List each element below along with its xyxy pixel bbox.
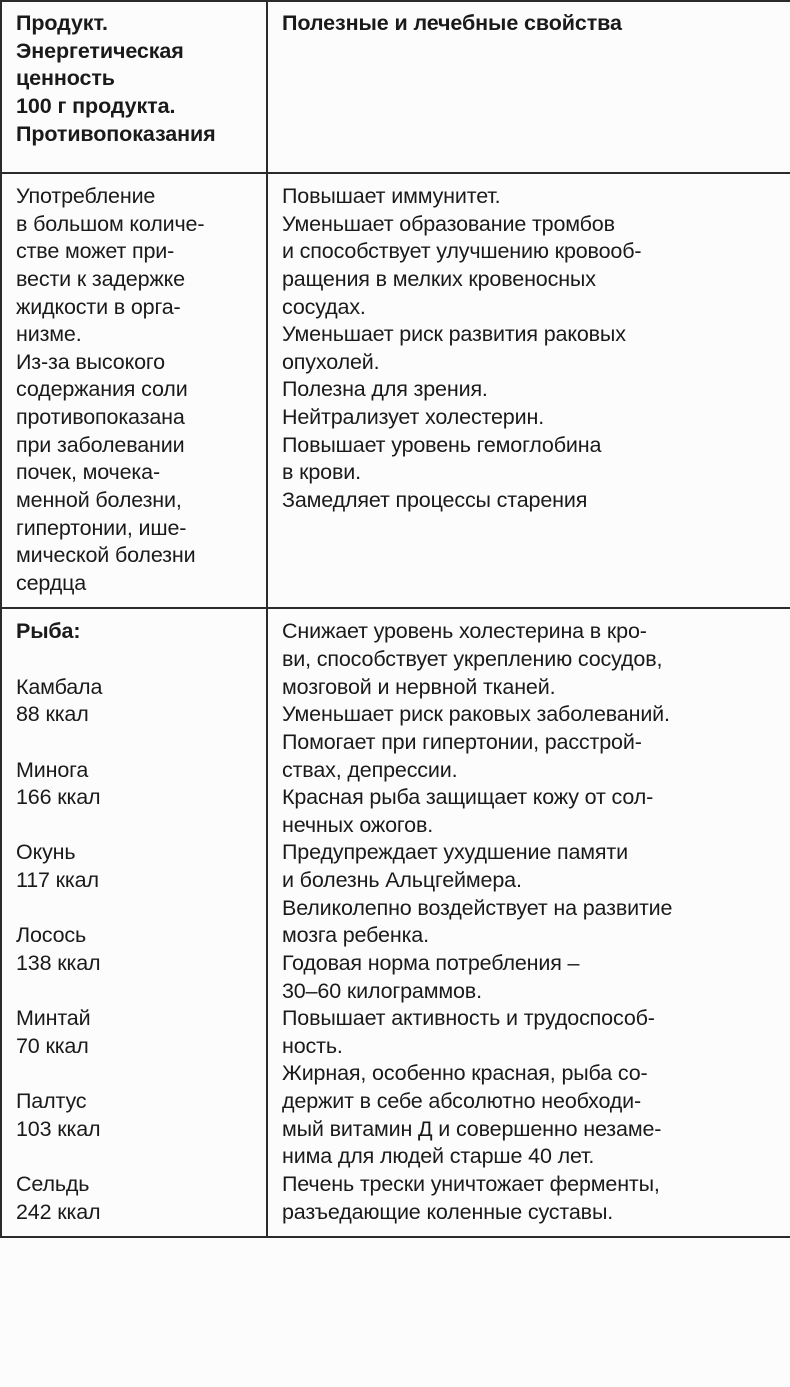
text-line: нечных ожогов. [282, 812, 434, 837]
text-line: ращения в мелких кровеносных [282, 266, 596, 291]
header-line: Противопоказания [16, 121, 216, 146]
text-line: Повышает уровень гемоглобина [282, 432, 602, 457]
text-line: при заболевании [16, 432, 185, 457]
text-line: стве может при- [16, 239, 175, 264]
text-line: низме. [16, 322, 82, 347]
fish-name: Окунь [16, 840, 76, 865]
text-line: Нейтрализует холестерин. [282, 405, 545, 429]
text-line: Годовая норма потребления – [282, 950, 580, 975]
fish-energy: 117 ккал [16, 868, 99, 892]
text-line: Красная рыба защищает кожу от сол- [282, 785, 654, 810]
text-line: Из-за высокого [16, 349, 165, 374]
text-line: 30–60 килограммов. [282, 978, 482, 1003]
table-header-row [1, 1, 790, 173]
table-row [1, 173, 790, 608]
text-line: менной болезни, [16, 487, 182, 512]
text-line: Замедляет процессы старения [282, 487, 588, 512]
fish-name: Лосось [16, 923, 87, 948]
text-line: ность. [282, 1033, 343, 1058]
text-line: Употребление [16, 184, 156, 208]
fish-category-title: Рыба: [16, 619, 81, 644]
text-line: нима для людей старше 40 лет. [282, 1144, 595, 1169]
text-line: и болезнь Альцгеймера. [282, 868, 522, 892]
cell-properties-general [267, 173, 790, 608]
text-line: Повышает иммунитет. [282, 184, 501, 208]
text-line: Помогает при гипертонии, расстрой- [282, 729, 642, 754]
text-line: разъедающие коленные суставы. [282, 1199, 614, 1224]
fish-name: Палтус [16, 1089, 87, 1113]
fish-name: Минтай [16, 1006, 91, 1031]
text-line: жидкости в орга- [16, 294, 181, 319]
text-line: мической болезни [16, 543, 196, 568]
header-line: Продукт. [16, 11, 108, 35]
fish-name: Сельдь [16, 1171, 90, 1196]
fish-energy: 138 ккал [16, 950, 101, 975]
text-line: опухолей. [282, 349, 380, 374]
header-line: Полезные и лечебные свойства [282, 11, 622, 35]
text-line: в большом количе- [16, 211, 205, 236]
text-line: почек, мочека- [16, 460, 160, 485]
fish-energy: 103 ккал [16, 1116, 101, 1141]
table-row [1, 608, 790, 1237]
cell-fish-list [1, 608, 267, 1237]
fish-energy: 70 ккал [16, 1033, 89, 1058]
text-line: Уменьшает риск раковых заболеваний. [282, 702, 670, 727]
text-line: Уменьшает риск развития раковых [282, 322, 626, 347]
text-line: Великолепно воздействует на развитие [282, 895, 673, 920]
fish-name: Минога [16, 757, 89, 782]
text-line: Полезна для зрения. [282, 377, 488, 402]
text-line: Повышает активность и трудоспособ- [282, 1006, 655, 1031]
header-line: 100 г продукта. [16, 93, 176, 118]
text-line: Печень трески уничтожает ферменты, [282, 1171, 660, 1196]
text-line: содержания соли [16, 377, 188, 402]
text-line: держит в себе абсолютно необходи- [282, 1089, 642, 1113]
text-line: Снижает уровень холестерина в кро- [282, 619, 647, 644]
text-line: мозга ребенка. [282, 923, 429, 948]
header-line: Энергетическая [16, 38, 184, 63]
fish-name: Камбала [16, 674, 103, 699]
cell-contraindications [1, 173, 267, 608]
text-line: гипертонии, ише- [16, 515, 187, 540]
header-line: ценность [16, 66, 115, 91]
column-header-properties [267, 1, 790, 173]
fish-energy: 88 ккал [16, 702, 89, 727]
text-line: вести к задержке [16, 266, 185, 291]
column-header-product [1, 1, 267, 173]
text-line: сосудах. [282, 294, 366, 319]
text-line: Уменьшает образование тромбов [282, 211, 615, 236]
fish-energy: 242 ккал [16, 1199, 101, 1224]
text-line: противопоказана [16, 405, 185, 429]
text-line: Жирная, особенно красная, рыба со- [282, 1061, 648, 1086]
cell-properties-fish [267, 608, 790, 1237]
text-line: ви, способствует укреплению сосудов, [282, 647, 663, 671]
text-line: ствах, депрессии. [282, 757, 458, 782]
text-line: сердца [16, 570, 87, 595]
fish-energy: 166 ккал [16, 785, 101, 810]
text-line: мый витамин Д и совершенно незаме- [282, 1116, 662, 1141]
text-line: и способствует улучшению кровооб- [282, 239, 642, 264]
text-line: мозговой и нервной тканей. [282, 674, 556, 699]
text-line: в крови. [282, 460, 361, 485]
text-line: Предупреждает ухудшение памяти [282, 840, 628, 865]
